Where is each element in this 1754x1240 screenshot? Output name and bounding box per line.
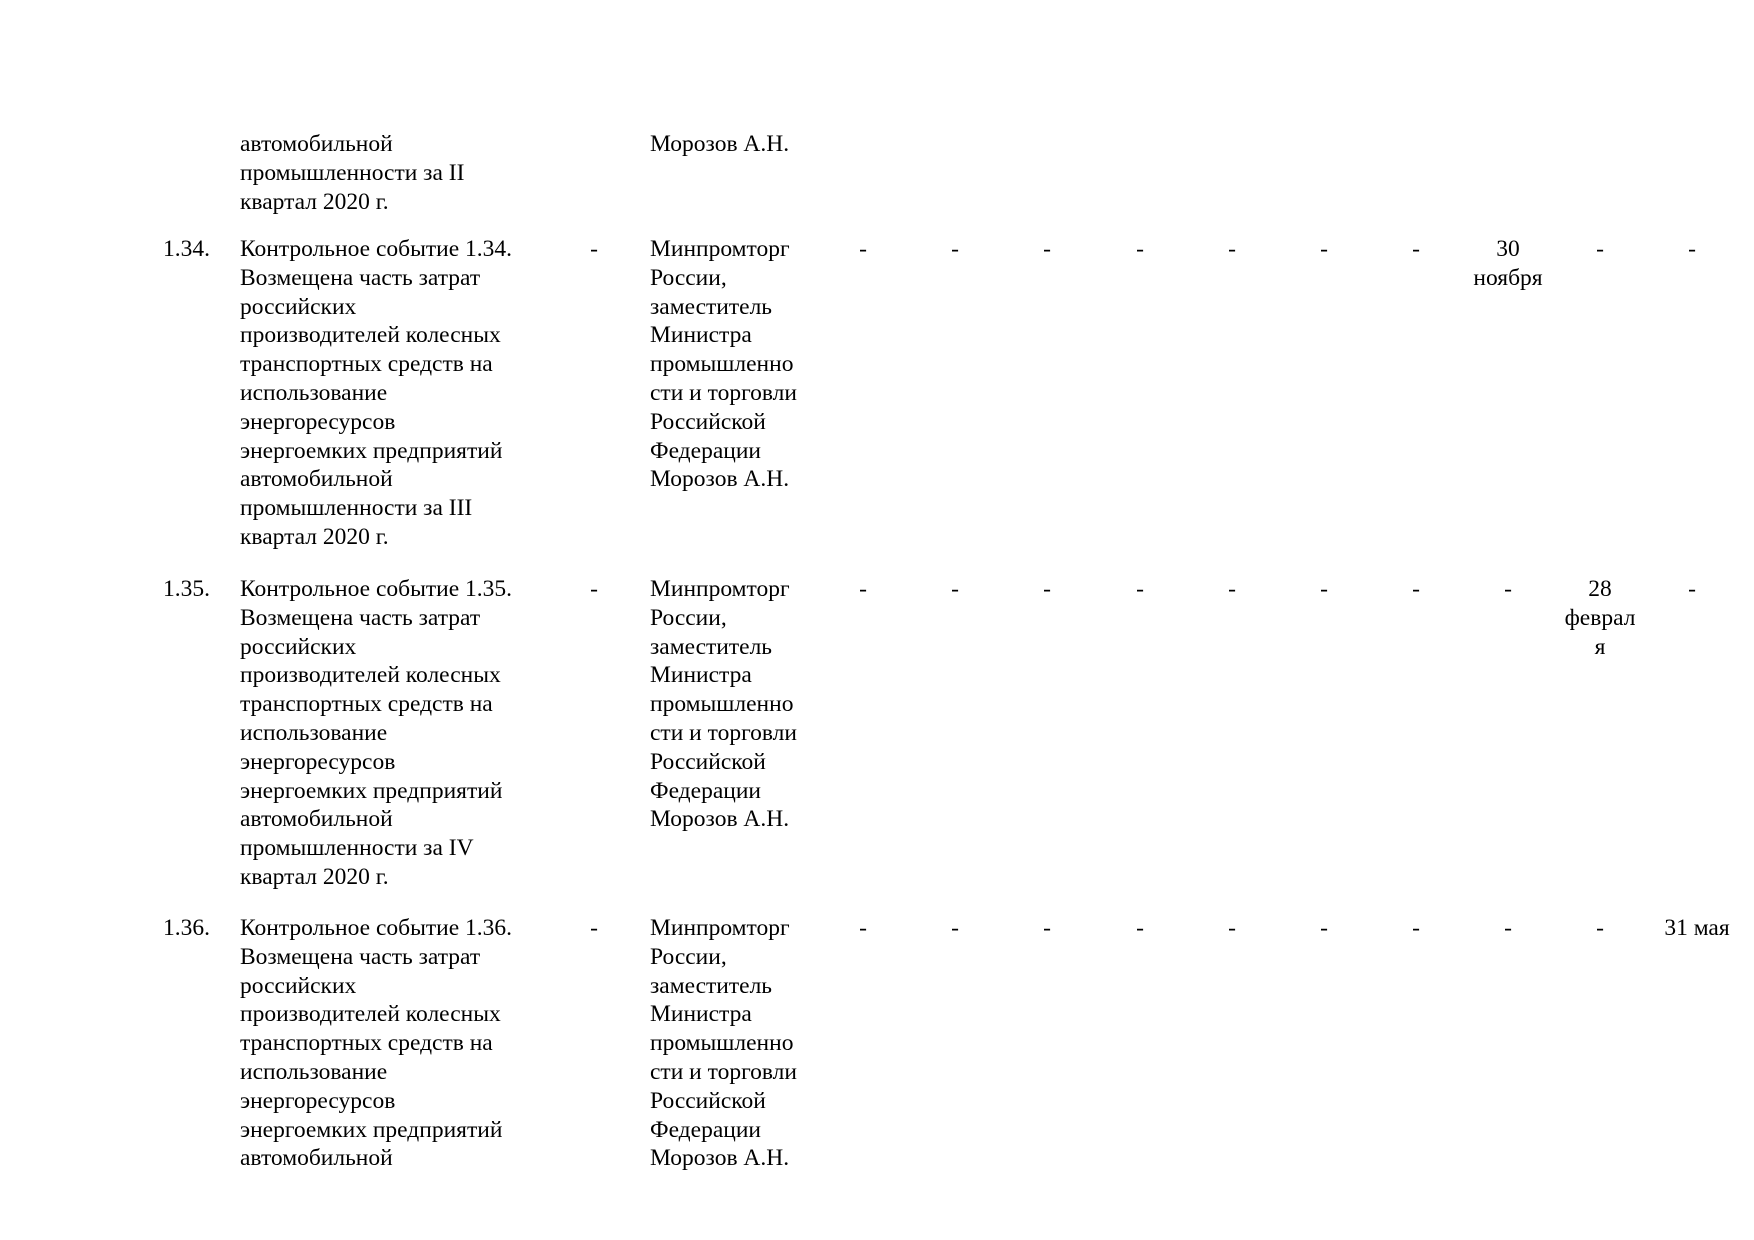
event-description: Контрольное событие 1.35. Возмещена часть затрат российских производителей колесных транспортных средств на использование энергоресурсов энергоемких предприятий автомобильной промышленности за IV квартал 2020 г. bbox=[240, 576, 513, 890]
row-number: 1.34. bbox=[163, 236, 210, 262]
responsible-executor: Морозов А.Н. bbox=[650, 131, 790, 157]
date-cell: - bbox=[1412, 576, 1420, 602]
date-cell: - bbox=[859, 236, 867, 262]
date-cell: - bbox=[1412, 236, 1420, 262]
responsible-executor: Минпромторг России, заместитель Министра промышленно сти и торговли Российской Федерации Морозов А.Н. bbox=[650, 915, 797, 1172]
date-cell: - bbox=[951, 576, 959, 602]
date-cell: - bbox=[951, 236, 959, 262]
row-number: 1.35. bbox=[163, 576, 210, 602]
row-number: 1.36. bbox=[163, 915, 210, 941]
date-cell: - bbox=[1412, 915, 1420, 941]
dash-cell: - bbox=[590, 576, 598, 602]
date-cell: - bbox=[951, 915, 959, 941]
date-cell: - bbox=[1136, 236, 1144, 262]
responsible-executor: Минпромторг России, заместитель Министра промышленно сти и торговли Российской Федерации Морозов А.Н. bbox=[650, 236, 797, 493]
event-description: Контрольное событие 1.34. Возмещена часть затрат российских производителей колесных транспортных средств на использование энергоресурсов энергоемких предприятий автомобильной промышленности за III квартал 2020 г. bbox=[240, 236, 513, 550]
responsible-executor: Минпромторг России, заместитель Министра промышленно сти и торговли Российской Федерации Морозов А.Н. bbox=[650, 576, 797, 833]
dash-cell: - bbox=[590, 236, 598, 262]
date-cell: - bbox=[1228, 576, 1236, 602]
date-cell: 28 феврал я bbox=[1564, 576, 1636, 660]
date-cell: - bbox=[859, 915, 867, 941]
date-cell: - bbox=[1228, 236, 1236, 262]
date-cell: - bbox=[1228, 915, 1236, 941]
date-cell: - bbox=[1043, 576, 1051, 602]
date-cell: 30 ноября bbox=[1473, 236, 1543, 291]
date-cell: - bbox=[1136, 915, 1144, 941]
date-cell: - bbox=[1320, 576, 1328, 602]
date-cell: - bbox=[1596, 915, 1604, 941]
date-cell: 31 мая bbox=[1664, 915, 1730, 941]
event-description: автомобильной промышленности за II квартал 2020 г. bbox=[240, 131, 465, 215]
date-cell: - bbox=[1688, 576, 1696, 602]
date-cell: - bbox=[1043, 915, 1051, 941]
dash-cell: - bbox=[590, 915, 598, 941]
date-cell: - bbox=[1320, 236, 1328, 262]
date-cell: - bbox=[859, 576, 867, 602]
date-cell: - bbox=[1320, 915, 1328, 941]
date-cell: - bbox=[1596, 236, 1604, 262]
date-cell: - bbox=[1043, 236, 1051, 262]
event-description: Контрольное событие 1.36. Возмещена часть затрат российских производителей колесных транспортных средств на использование энергоресурсов энергоемких предприятий автомобильной bbox=[240, 915, 513, 1172]
date-cell: - bbox=[1504, 576, 1512, 602]
date-cell: - bbox=[1688, 236, 1696, 262]
date-cell: - bbox=[1504, 915, 1512, 941]
date-cell: - bbox=[1136, 576, 1144, 602]
